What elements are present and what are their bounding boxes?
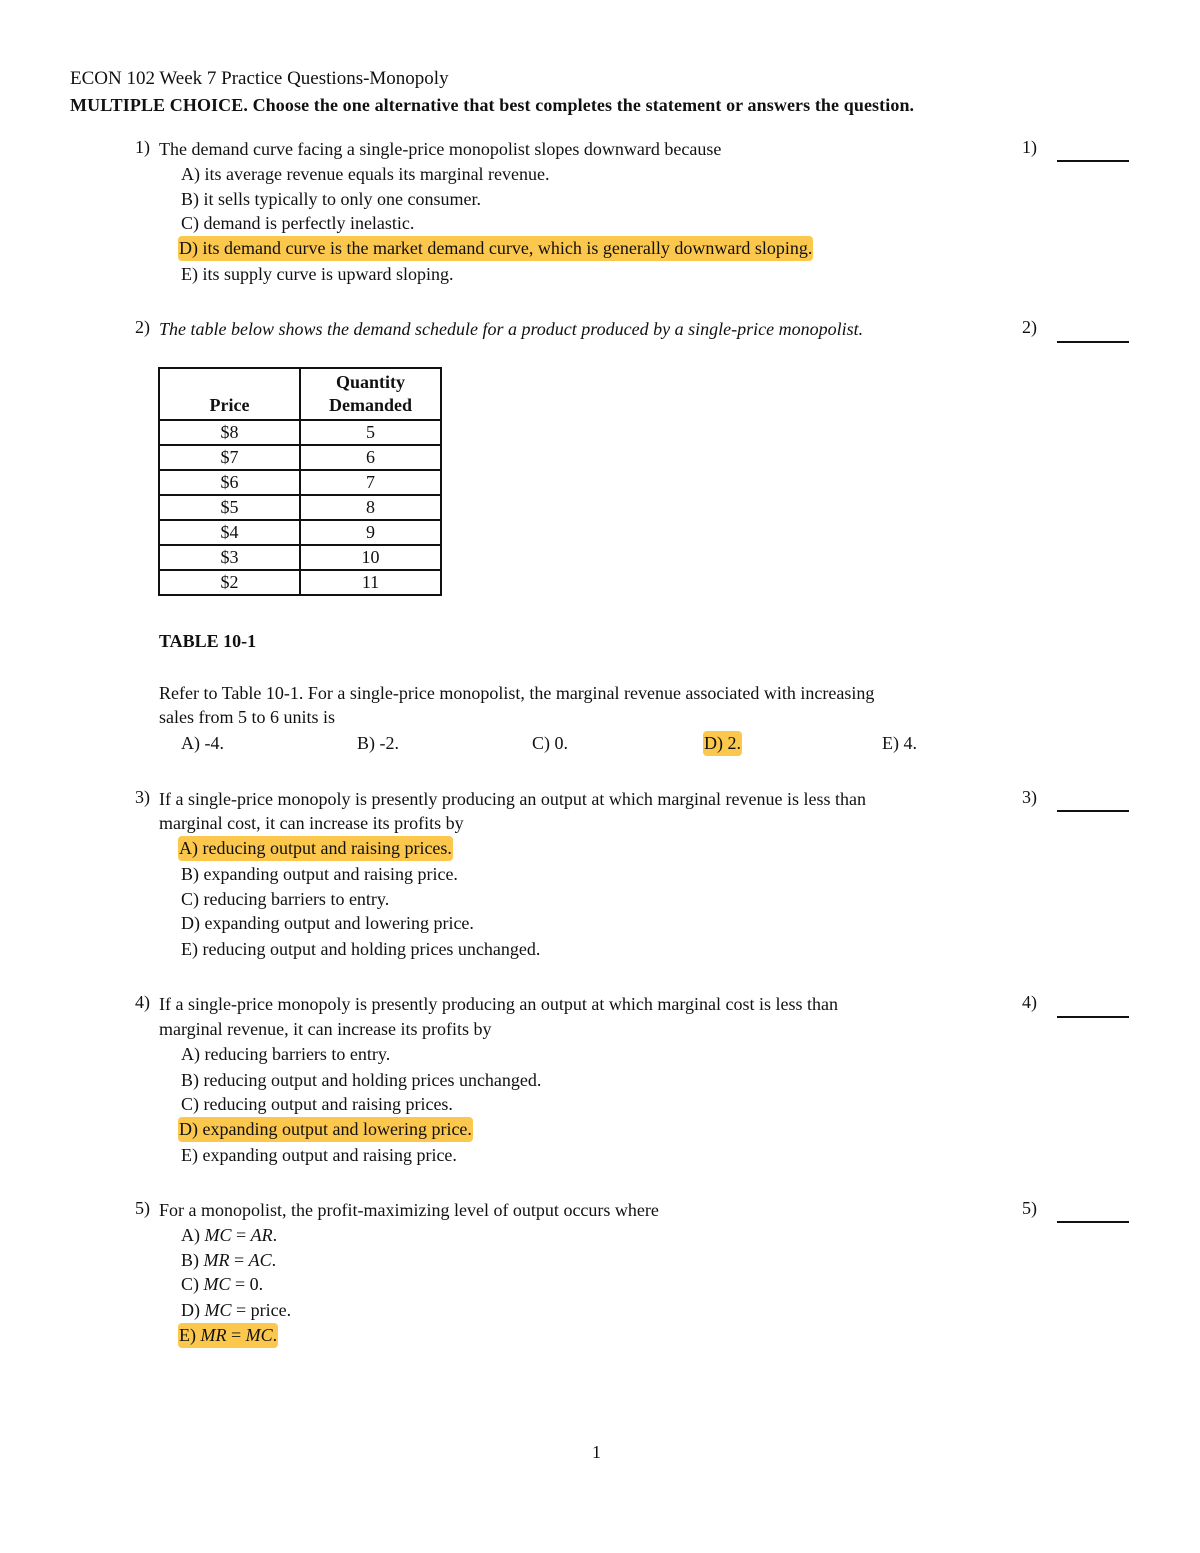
table-row — [159, 495, 441, 520]
table-row — [159, 420, 441, 445]
answer-blank[interactable] — [1057, 321, 1129, 343]
option-e[interactable]: E) reducing output and holding prices unchanged. — [181, 939, 541, 959]
quantity-cell: 10 — [300, 545, 441, 570]
option-e-highlighted[interactable]: E) MR = MC. — [178, 1323, 278, 1348]
table-row — [159, 470, 441, 495]
question-text: For a monopolist, the profit-maximizing level of output occurs where — [159, 1200, 659, 1220]
price-cell: $4 — [159, 520, 300, 545]
option-a[interactable]: A) MC = AR. — [181, 1225, 278, 1245]
question-text-line1: Refer to Table 10-1. For a single-price monopolist, the marginal revenue associated with increasing — [159, 683, 875, 703]
quantity-cell: 9 — [300, 520, 441, 545]
table-row — [159, 520, 441, 545]
option-d[interactable]: D) MC = price. — [181, 1300, 292, 1320]
question-text-line2: sales from 5 to 6 units is — [159, 707, 335, 727]
instructions: MULTIPLE CHOICE. Choose the one alternative that best completes the statement or answers the question. — [70, 95, 915, 115]
question-text: The table below shows the demand schedule for a product produced by a single-price monopolist. — [159, 319, 864, 339]
option-c[interactable]: C) reducing output and raising prices. — [181, 1094, 453, 1114]
option-b[interactable]: B) -2. — [357, 733, 399, 753]
option-b[interactable]: B) expanding output and raising price. — [181, 864, 458, 884]
option-a[interactable]: A) reducing barriers to entry. — [181, 1044, 391, 1064]
demand-table — [158, 367, 442, 596]
page-number: 1 — [592, 1442, 601, 1462]
option-d-highlighted[interactable]: D) expanding output and lowering price. — [178, 1117, 473, 1142]
table-row — [159, 445, 441, 470]
header-quantity-demanded: Quantity Demanded — [300, 368, 441, 420]
option-a[interactable]: A) its average revenue equals its marginal revenue. — [181, 164, 550, 184]
answer-label: 2) — [1022, 317, 1037, 337]
option-a-highlighted[interactable]: A) reducing output and raising prices. — [178, 836, 453, 861]
question-text: The demand curve facing a single-price monopolist slopes downward because — [159, 139, 722, 159]
table-caption: TABLE 10-1 — [159, 631, 257, 651]
option-c[interactable]: C) MC = 0. — [181, 1274, 264, 1294]
option-d-highlighted[interactable]: D) 2. — [703, 731, 742, 756]
option-d[interactable]: D) expanding output and lowering price. — [181, 913, 474, 933]
option-c[interactable]: C) 0. — [532, 733, 568, 753]
option-c[interactable]: C) reducing barriers to entry. — [181, 889, 390, 909]
quantity-cell: 5 — [300, 420, 441, 445]
question-number: 3) — [135, 787, 150, 807]
option-b[interactable]: B) it sells typically to only one consumer. — [181, 189, 481, 209]
option-b[interactable]: B) reducing output and holding prices unchanged. — [181, 1070, 542, 1090]
option-a[interactable]: A) -4. — [181, 733, 224, 753]
quantity-cell: 6 — [300, 445, 441, 470]
document-title: ECON 102 Week 7 Practice Questions-Monopoly — [70, 68, 449, 89]
question-number: 2) — [135, 317, 150, 337]
table-row — [159, 545, 441, 570]
option-e[interactable]: E) its supply curve is upward sloping. — [181, 264, 454, 284]
question-text-line1: If a single-price monopoly is presently producing an output at which marginal cost is less than — [159, 994, 839, 1014]
question-number: 5) — [135, 1198, 150, 1218]
table-header-row — [159, 368, 441, 420]
quantity-cell: 7 — [300, 470, 441, 495]
header-price: Price — [159, 368, 300, 420]
option-d-highlighted[interactable]: D) its demand curve is the market demand curve, which is generally downward sloping. — [178, 236, 813, 261]
quantity-cell: 11 — [300, 570, 441, 595]
price-cell: $5 — [159, 495, 300, 520]
answer-blank[interactable] — [1057, 1201, 1129, 1223]
option-e[interactable]: E) 4. — [882, 733, 917, 753]
answer-blank[interactable] — [1057, 140, 1129, 162]
price-cell: $6 — [159, 470, 300, 495]
answer-blank[interactable] — [1057, 996, 1129, 1018]
price-cell: $7 — [159, 445, 300, 470]
question-text-line2: marginal cost, it can increase its profits by — [159, 813, 464, 833]
answer-blank[interactable] — [1057, 790, 1129, 812]
answer-label: 5) — [1022, 1198, 1037, 1218]
option-b[interactable]: B) MR = AC. — [181, 1250, 277, 1270]
quantity-cell: 8 — [300, 495, 441, 520]
question-text-line2: marginal revenue, it can increase its profits by — [159, 1019, 492, 1039]
question-text-line1: If a single-price monopoly is presently producing an output at which marginal revenue is less than — [159, 789, 866, 809]
answer-label: 3) — [1022, 787, 1037, 807]
question-number: 4) — [135, 992, 150, 1012]
answer-label: 1) — [1022, 137, 1037, 157]
option-c[interactable]: C) demand is perfectly inelastic. — [181, 213, 415, 233]
price-cell: $8 — [159, 420, 300, 445]
option-e[interactable]: E) expanding output and raising price. — [181, 1145, 457, 1165]
question-number: 1) — [135, 137, 150, 157]
price-cell: $3 — [159, 545, 300, 570]
table-row — [159, 570, 441, 595]
price-cell: $2 — [159, 570, 300, 595]
answer-label: 4) — [1022, 992, 1037, 1012]
